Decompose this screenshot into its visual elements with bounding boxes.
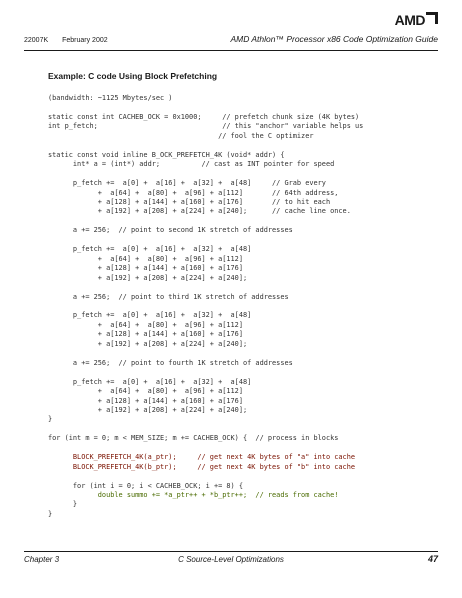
code-line: p_fetch += a[0] + a[16] + a[32] + a[48] (48, 377, 252, 386)
code-line: for (int m = 0; m < MEM_SIZE; m += CACHEB_OCK) { // process in blocks (48, 434, 339, 443)
doc-date: February 2002 (62, 37, 108, 44)
code-line: + a[192] + a[208] + a[224] + a[240]; (48, 405, 248, 414)
code-line: BLOCK_PREFETCH_4K(a_ptr); // get next 4K bytes of "a" into cache (48, 453, 355, 462)
code-block (48, 94, 363, 519)
code-line: a += 256; // point to fourth 1K stretch of addresses (48, 358, 293, 367)
doc-title: AMD Athlon™ Processor x86 Code Optimization Guide (230, 34, 438, 44)
amd-logo (395, 12, 438, 28)
code-line: + a[128] + a[144] + a[160] + a[176] (48, 330, 243, 339)
code-line: + a[192] + a[208] + a[224] + a[240]; (48, 339, 248, 348)
code-line: + a[128] + a[144] + a[160] + a[176] (48, 396, 243, 405)
amd-arrow-icon (426, 12, 438, 24)
code-line: + a[192] + a[208] + a[224] + a[240]; (48, 273, 248, 282)
code-line: p_fetch += a[0] + a[16] + a[32] + a[48] (48, 311, 252, 320)
code-line: + a[64] + a[80] + a[96] + a[112] (48, 320, 243, 329)
code-line: + a[192] + a[208] + a[224] + a[240]; // cache line once. (48, 207, 351, 216)
doc-id: 22007K (24, 37, 49, 44)
footer-rule (24, 551, 438, 552)
code-line: (bandwidth: ~1125 Mbytes/sec ) (48, 94, 173, 102)
footer-chapter: Chapter 3 (24, 555, 60, 564)
code-line: int* a = (int*) addr; // cast as INT pointer for speed (48, 160, 335, 169)
header-meta (24, 37, 108, 44)
code-line: + a[128] + a[144] + a[160] + a[176] (48, 264, 243, 273)
code-line: static const void inline B_OCK_PREFETCH_4K (void* addr) { (48, 150, 285, 159)
header-rule (24, 50, 438, 51)
section-title: Example: C code Using Block Prefetching (48, 71, 218, 81)
code-line: p_fetch += a[0] + a[16] + a[32] + a[48] // Grab every (48, 179, 326, 188)
code-line: + a[128] + a[144] + a[160] + a[176] // to hit each (48, 197, 331, 206)
code-line: } (48, 500, 78, 509)
code-line: a += 256; // point to third 1K stretch of addresses (48, 292, 289, 301)
code-line: a += 256; // point to second 1K stretch of addresses (48, 226, 293, 235)
footer-section: C Source-Level Optimizations (178, 555, 284, 564)
code-line: } (48, 415, 53, 424)
code-line: + a[64] + a[80] + a[96] + a[112] (48, 387, 243, 396)
logo-text: AMD (394, 12, 425, 28)
code-line: BLOCK_PREFETCH_4K(b_ptr); // get next 4K bytes of "b" into cache (48, 462, 355, 471)
code-line: static const int CACHEB_OCK = 0x1000; // prefetch chunk size (4K bytes) (48, 112, 360, 121)
code-line: } (48, 509, 53, 518)
code-line: + a[64] + a[80] + a[96] + a[112] // 64th address, (48, 188, 339, 197)
page-number: 47 (427, 554, 438, 564)
code-line: for (int i = 0; i < CACHEB_OCK; i += 8) { (48, 481, 243, 490)
code-line: p_fetch += a[0] + a[16] + a[32] + a[48] (48, 245, 252, 254)
code-line: + a[64] + a[80] + a[96] + a[112] (48, 254, 243, 263)
code-line: double summo += *a_ptr++ + *b_ptr++; // reads from cache! (48, 491, 339, 500)
code-line: // fool the C optimizer (48, 131, 314, 140)
code-line: int p_fetch; // this "anchor" variable helps us (48, 122, 364, 131)
